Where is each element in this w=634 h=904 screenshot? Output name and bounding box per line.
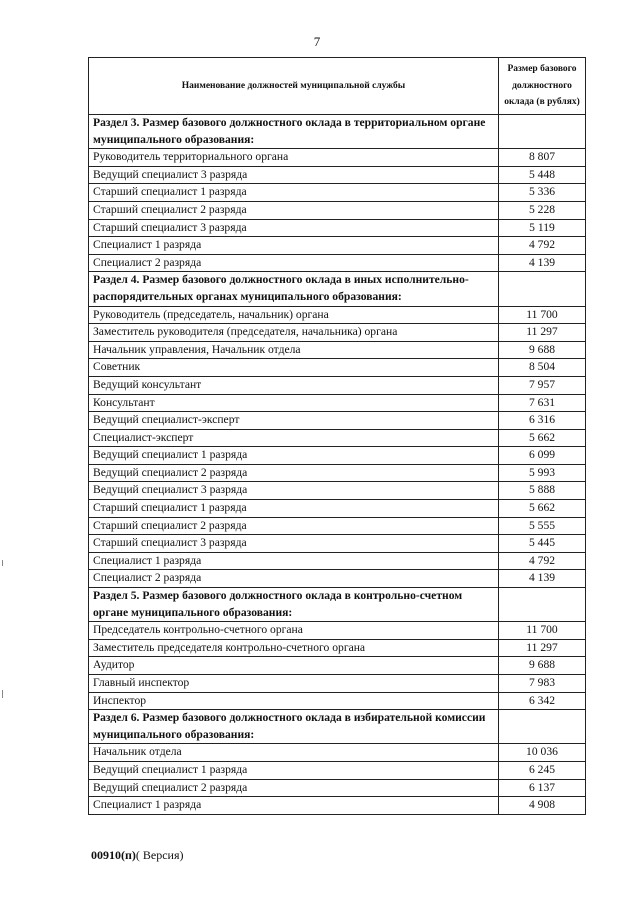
section-amount-empty bbox=[499, 710, 586, 744]
position-name: Специалист 1 разряда bbox=[89, 552, 499, 570]
table-row bbox=[89, 464, 586, 482]
salary-amount: 9 688 bbox=[499, 657, 586, 675]
table-row bbox=[89, 166, 586, 184]
table-row bbox=[89, 535, 586, 553]
scan-edge-mark bbox=[2, 690, 3, 698]
section-title: Раздел 5. Размер базового должностного оклада в контрольно-счетном органе муниципального образования: bbox=[89, 588, 499, 622]
table-row bbox=[89, 517, 586, 535]
position-name: Главный инспектор bbox=[89, 675, 499, 693]
table-row bbox=[89, 692, 586, 710]
table-row bbox=[89, 447, 586, 465]
column-header-salary: Размер базового должностного оклада (в рублях) bbox=[499, 58, 586, 115]
salary-amount: 11 297 bbox=[499, 639, 586, 657]
salary-amount: 10 036 bbox=[499, 744, 586, 762]
salary-amount: 11 700 bbox=[499, 306, 586, 324]
position-name: Ведущий специалист 2 разряда bbox=[89, 464, 499, 482]
salary-amount: 5 336 bbox=[499, 184, 586, 202]
position-name: Старший специалист 2 разряда bbox=[89, 201, 499, 219]
document-version: ( Версия) bbox=[135, 848, 184, 862]
scan-edge-mark bbox=[2, 560, 3, 566]
salary-amount: 5 662 bbox=[499, 500, 586, 518]
salary-amount: 4 908 bbox=[499, 797, 586, 815]
position-name: Начальник управления, Начальник отдела bbox=[89, 341, 499, 359]
position-name: Специалист 2 разряда bbox=[89, 570, 499, 588]
table-row bbox=[89, 341, 586, 359]
salary-amount: 11 700 bbox=[499, 622, 586, 640]
section-amount-empty bbox=[499, 272, 586, 306]
salary-amount: 9 688 bbox=[499, 341, 586, 359]
salary-amount: 4 139 bbox=[499, 570, 586, 588]
section-amount-empty bbox=[499, 115, 586, 149]
document-code bbox=[91, 848, 184, 863]
table-row bbox=[89, 779, 586, 797]
table-row bbox=[89, 237, 586, 255]
table-row bbox=[89, 184, 586, 202]
table-row bbox=[89, 394, 586, 412]
position-name: Аудитор bbox=[89, 657, 499, 675]
position-name: Советник bbox=[89, 359, 499, 377]
position-name: Ведущий специалист 3 разряда bbox=[89, 482, 499, 500]
section-amount-empty bbox=[499, 588, 586, 622]
salary-amount: 6 099 bbox=[499, 447, 586, 465]
salary-amount: 6 316 bbox=[499, 412, 586, 430]
position-name: Ведущий консультант bbox=[89, 376, 499, 394]
table-row bbox=[89, 482, 586, 500]
position-name: Ведущий специалист 1 разряда bbox=[89, 447, 499, 465]
salary-amount: 5 445 bbox=[499, 535, 586, 553]
table-row bbox=[89, 201, 586, 219]
salary-amount: 6 245 bbox=[499, 761, 586, 779]
page-number: 7 bbox=[313, 34, 321, 49]
table-row bbox=[89, 744, 586, 762]
position-name: Заместитель председателя контрольно-счетного органа bbox=[89, 639, 499, 657]
table-row bbox=[89, 761, 586, 779]
position-name: Старший специалист 1 разряда bbox=[89, 184, 499, 202]
position-name: Старший специалист 2 разряда bbox=[89, 517, 499, 535]
salary-amount: 8 807 bbox=[499, 149, 586, 167]
position-name: Специалист-эксперт bbox=[89, 429, 499, 447]
salary-amount: 7 957 bbox=[499, 376, 586, 394]
salary-amount: 5 448 bbox=[499, 166, 586, 184]
position-name: Специалист 2 разряда bbox=[89, 254, 499, 272]
table-row bbox=[89, 622, 586, 640]
position-name: Старший специалист 3 разряда bbox=[89, 219, 499, 237]
salary-amount: 5 228 bbox=[499, 201, 586, 219]
section-title: Раздел 6. Размер базового должностного оклада в избирательной комиссии муниципального образования: bbox=[89, 710, 499, 744]
section-row bbox=[89, 710, 586, 744]
position-name: Ведущий специалист 2 разряда bbox=[89, 779, 499, 797]
position-name: Специалист 1 разряда bbox=[89, 797, 499, 815]
salary-amount: 5 555 bbox=[499, 517, 586, 535]
section-row bbox=[89, 272, 586, 306]
table-row bbox=[89, 149, 586, 167]
section-row bbox=[89, 588, 586, 622]
position-name: Руководитель (председатель, начальник) органа bbox=[89, 306, 499, 324]
position-name: Инспектор bbox=[89, 692, 499, 710]
position-name: Руководитель территориального органа bbox=[89, 149, 499, 167]
position-name: Специалист 1 разряда bbox=[89, 237, 499, 255]
position-name: Старший специалист 1 разряда bbox=[89, 500, 499, 518]
table-row bbox=[89, 324, 586, 342]
table-row bbox=[89, 254, 586, 272]
column-header-position: Наименование должностей муниципальной службы bbox=[89, 58, 499, 115]
position-name: Старший специалист 3 разряда bbox=[89, 535, 499, 553]
section-title: Раздел 3. Размер базового должностного оклада в территориальном органе муниципального образования: bbox=[89, 115, 499, 149]
table-row bbox=[89, 359, 586, 377]
table-row bbox=[89, 500, 586, 518]
salary-amount: 5 662 bbox=[499, 429, 586, 447]
salary-amount: 7 983 bbox=[499, 675, 586, 693]
salary-amount: 4 792 bbox=[499, 237, 586, 255]
table-row bbox=[89, 552, 586, 570]
salary-amount: 4 139 bbox=[499, 254, 586, 272]
salary-amount: 6 137 bbox=[499, 779, 586, 797]
table-row bbox=[89, 306, 586, 324]
position-name: Председатель контрольно-счетного органа bbox=[89, 622, 499, 640]
table-row bbox=[89, 376, 586, 394]
table-row bbox=[89, 219, 586, 237]
position-name: Ведущий специалист 1 разряда bbox=[89, 761, 499, 779]
position-name: Начальник отдела bbox=[89, 744, 499, 762]
salary-table bbox=[88, 57, 586, 815]
table-row bbox=[89, 675, 586, 693]
table-row bbox=[89, 570, 586, 588]
salary-amount: 6 342 bbox=[499, 692, 586, 710]
salary-amount: 5 888 bbox=[499, 482, 586, 500]
section-row bbox=[89, 115, 586, 149]
salary-amount: 5 993 bbox=[499, 464, 586, 482]
position-name: Консультант bbox=[89, 394, 499, 412]
salary-amount: 7 631 bbox=[499, 394, 586, 412]
table-row bbox=[89, 797, 586, 815]
salary-amount: 5 119 bbox=[499, 219, 586, 237]
table-header-row bbox=[89, 58, 586, 115]
table-row bbox=[89, 639, 586, 657]
position-name: Заместитель руководителя (председателя, начальника) органа bbox=[89, 324, 499, 342]
table-row bbox=[89, 412, 586, 430]
section-title: Раздел 4. Размер базового должностного оклада в иных исполнительно-распорядительных органах муниципального образования: bbox=[89, 272, 499, 306]
document-code-number: 00910(п) bbox=[91, 848, 136, 862]
salary-amount: 11 297 bbox=[499, 324, 586, 342]
table-row bbox=[89, 429, 586, 447]
position-name: Ведущий специалист 3 разряда bbox=[89, 166, 499, 184]
position-name: Ведущий специалист-эксперт bbox=[89, 412, 499, 430]
table-row bbox=[89, 657, 586, 675]
salary-amount: 4 792 bbox=[499, 552, 586, 570]
salary-amount: 8 504 bbox=[499, 359, 586, 377]
table-body bbox=[89, 115, 586, 815]
